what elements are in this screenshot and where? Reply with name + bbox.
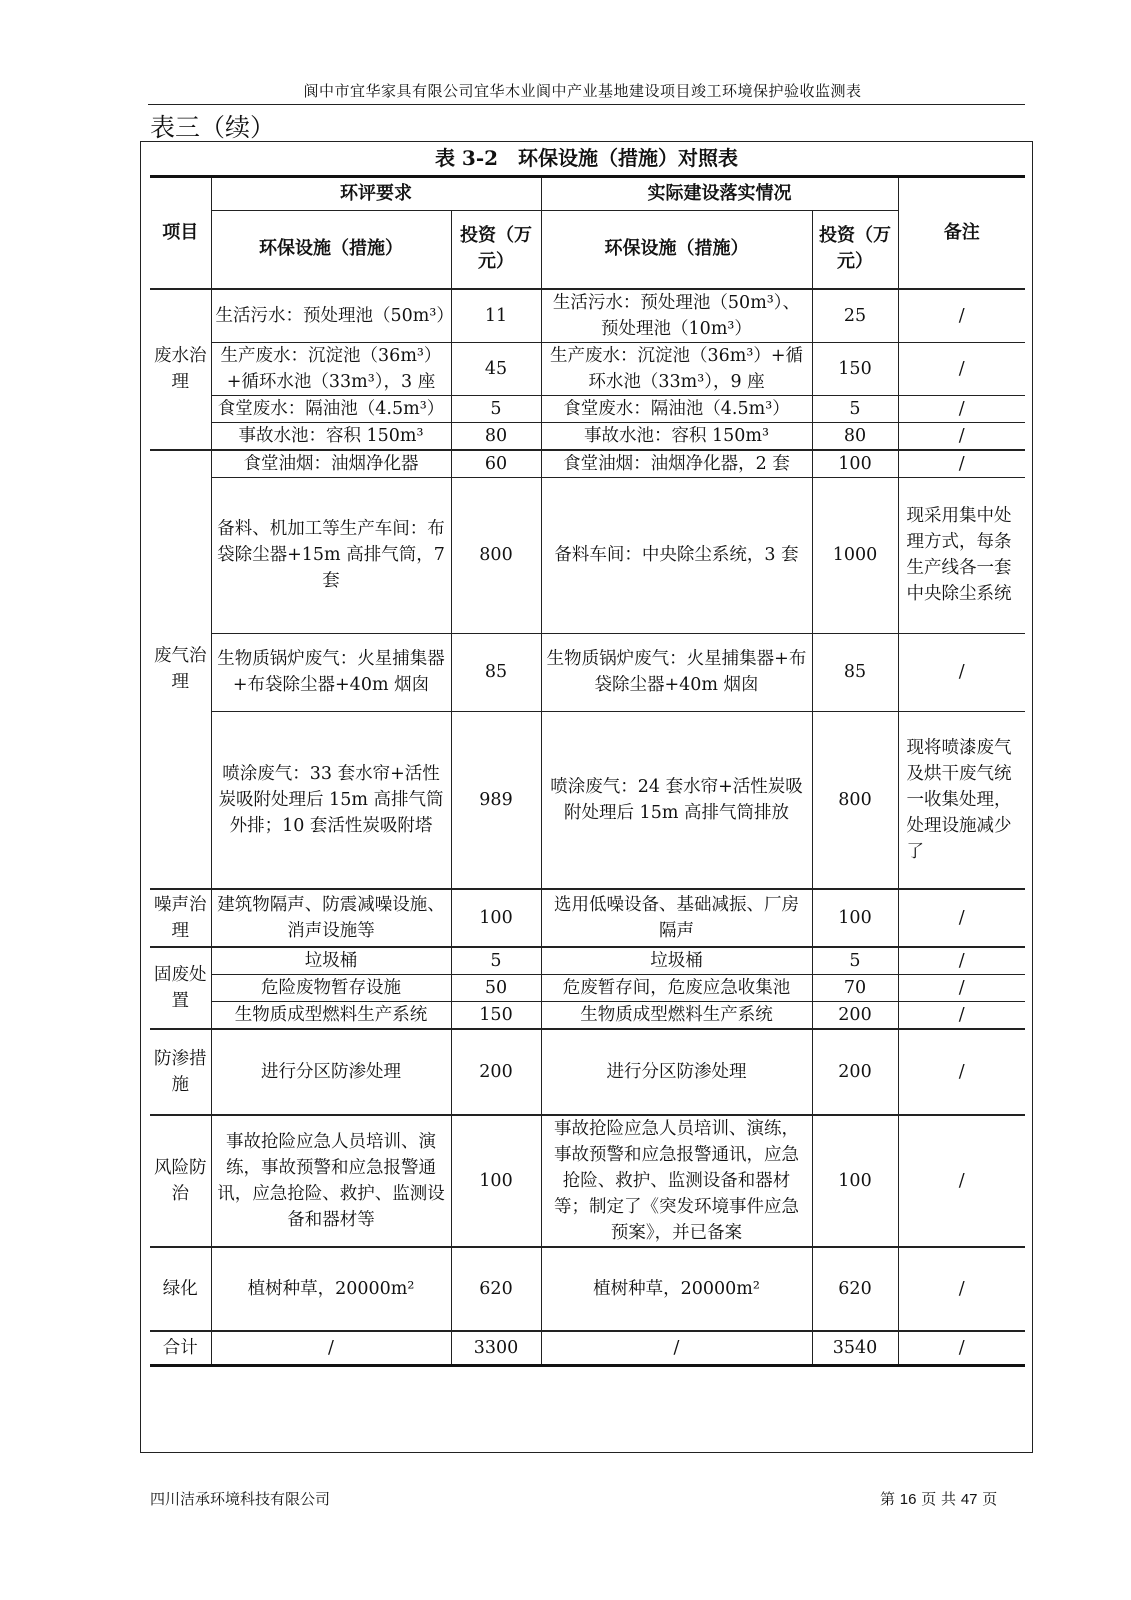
actual-facility-cell: 生物质成型燃料生产系统 [541,1002,812,1030]
table-row [150,711,1025,889]
eia-facility-cell: 事故抢险应急人员培训、演练，事故预警和应急报警通讯，应急抢险、救护、监测设备和器材等 [211,1115,451,1247]
section-waste-gas: 废气治理 [150,450,211,890]
table-row [150,342,1025,395]
eia-investment-cell: 85 [451,633,541,711]
section-continuation-label: 表三（续） [150,113,276,142]
header-eia-facility: 环保设施（措施） [211,211,451,289]
table-row [150,289,1025,343]
eia-investment-cell: 80 [451,422,541,450]
remark-cell: / [898,1331,1025,1365]
table-row [150,1247,1025,1331]
footer-company: 四川洁承环境科技有限公司 [150,1490,331,1508]
eia-investment-cell: 100 [451,889,541,947]
table-title: 表 3-2 环保设施（措施）对照表 [434,146,739,170]
total-row [150,1331,1025,1365]
header-actual-construction: 实际建设落实情况 [541,177,898,211]
actual-facility-cell: 危废暂存间，危废应急收集池 [541,975,812,1002]
actual-facility-cell: 选用低噪设备、基础减振、厂房隔声 [541,889,812,947]
remark-cell: / [898,633,1025,711]
section-total: 合计 [150,1331,211,1365]
actual-investment-cell: 200 [812,1002,898,1030]
actual-investment-cell: 100 [812,450,898,478]
actual-facility-cell: 植树种草，20000m² [541,1247,812,1331]
actual-facility-cell: 备料车间：中央除尘系统，3 套 [541,477,812,633]
actual-investment-cell: 70 [812,975,898,1002]
remark-cell: / [898,975,1025,1002]
remark-cell: / [898,289,1025,343]
footer-page-number [880,1488,1030,1509]
eia-investment-cell: 50 [451,975,541,1002]
table-row [150,947,1025,975]
section-wastewater: 废水治理 [150,289,211,450]
remark-cell: / [898,1029,1025,1115]
table-row [150,395,1025,422]
actual-investment-cell: 5 [812,395,898,422]
remark-cell: / [898,1002,1025,1030]
current-page: 16 [899,1491,917,1508]
remark-cell: / [898,450,1025,478]
page-suffix: 页 [982,1490,998,1508]
eia-facility-cell: 建筑物隔声、防震减噪设施、消声设施等 [211,889,451,947]
eia-facility-cell: 危险废物暂存设施 [211,975,451,1002]
eia-facility-cell: 生产废水：沉淀池（36m³）+循环水池（33m³），3 座 [211,342,451,395]
eia-facility-cell: 生物质锅炉废气：火星捕集器+布袋除尘器+40m 烟囱 [211,633,451,711]
remark-cell: / [898,1247,1025,1331]
eia-facility-cell: 事故水池：容积 150m³ [211,422,451,450]
table-row [150,422,1025,450]
eia-facility-cell: 垃圾桶 [211,947,451,975]
actual-facility-cell: 垃圾桶 [541,947,812,975]
actual-investment-cell: 80 [812,422,898,450]
running-header: 阆中市宜华家具有限公司宜华木业阆中产业基地建设项目竣工环境保护验收监测表 [303,82,862,100]
header-actual-investment: 投资（万元） [812,211,898,289]
section-risk: 风险防治 [150,1115,211,1247]
section-noise: 噪声治理 [150,889,211,947]
eia-facility-cell: / [211,1331,451,1365]
eia-facility-cell: 生物质成型燃料生产系统 [211,1002,451,1030]
eia-total-investment: 3300 [451,1331,541,1365]
table-row [150,450,1025,478]
remark-cell: / [898,395,1025,422]
actual-facility-cell: 生物质锅炉废气：火星捕集器+布袋除尘器+40m 烟囱 [541,633,812,711]
table-row [150,889,1025,947]
eia-facility-cell: 生活污水：预处理池（50m³） [211,289,451,343]
header-eia-investment: 投资（万元） [451,211,541,289]
actual-investment-cell: 25 [812,289,898,343]
remark-cell: / [898,947,1025,975]
eia-facility-cell: 植树种草，20000m² [211,1247,451,1331]
header-item: 项目 [150,177,211,289]
actual-facility-cell: / [541,1331,812,1365]
actual-investment-cell: 1000 [812,477,898,633]
table-row [150,1029,1025,1115]
actual-facility-cell: 事故水池：容积 150m³ [541,422,812,450]
actual-facility-cell: 进行分区防渗处理 [541,1029,812,1115]
remark-cell: 现采用集中处理方式，每条生产线各一套中央除尘系统 [898,477,1025,633]
remark-cell: / [898,1115,1025,1247]
eia-investment-cell: 150 [451,1002,541,1030]
table-row [150,1002,1025,1030]
table-row [150,1115,1025,1247]
table-row [150,477,1025,633]
header-actual-facility: 环保设施（措施） [541,211,812,289]
eia-facility-cell: 喷涂废气：33 套水帘+活性炭吸附处理后 15m 高排气筒外排；10 套活性炭吸附塔 [211,711,451,889]
actual-facility-cell: 食堂油烟：油烟净化器，2 套 [541,450,812,478]
table-row [150,975,1025,1002]
actual-investment-cell: 5 [812,947,898,975]
remark-cell: / [898,342,1025,395]
eia-facility-cell: 食堂废水：隔油池（4.5m³） [211,395,451,422]
actual-investment-cell: 85 [812,633,898,711]
header-remark: 备注 [898,177,1025,289]
actual-total-investment: 3540 [812,1331,898,1365]
section-greening: 绿化 [150,1247,211,1331]
actual-facility-cell: 生活污水：预处理池（50m³）、预处理池（10m³） [541,289,812,343]
table-row [150,633,1025,711]
actual-facility-cell: 食堂废水：隔油池（4.5m³） [541,395,812,422]
eia-investment-cell: 60 [451,450,541,478]
header-rule [148,104,1025,105]
remark-cell: 现将喷漆废气及烘干废气统一收集处理，处理设施减少了 [898,711,1025,889]
actual-investment-cell: 100 [812,1115,898,1247]
eia-investment-cell: 11 [451,289,541,343]
eia-investment-cell: 620 [451,1247,541,1331]
remark-cell: / [898,889,1025,947]
eia-investment-cell: 200 [451,1029,541,1115]
header-eia-requirement: 环评要求 [211,177,541,211]
section-seepage: 防渗措施 [150,1029,211,1115]
total-pages: 47 [960,1491,978,1508]
actual-facility-cell: 生产废水：沉淀池（36m³）+循环水池（33m³），9 座 [541,342,812,395]
eia-facility-cell: 备料、机加工等生产车间：布袋除尘器+15m 高排气筒，7 套 [211,477,451,633]
actual-facility-cell: 喷涂废气：24 套水帘+活性炭吸附处理后 15m 高排气筒排放 [541,711,812,889]
eia-facility-cell: 进行分区防渗处理 [211,1029,451,1115]
page-prefix: 第 [880,1490,896,1508]
eia-investment-cell: 989 [451,711,541,889]
page-mid: 页 共 [921,1490,957,1508]
eia-investment-cell: 800 [451,477,541,633]
actual-investment-cell: 620 [812,1247,898,1331]
actual-investment-cell: 150 [812,342,898,395]
facilities-comparison-table [150,175,1025,1367]
section-solid-waste: 固废处置 [150,947,211,1029]
eia-investment-cell: 100 [451,1115,541,1247]
actual-investment-cell: 800 [812,711,898,889]
actual-investment-cell: 200 [812,1029,898,1115]
remark-cell: / [898,422,1025,450]
eia-facility-cell: 食堂油烟：油烟净化器 [211,450,451,478]
eia-investment-cell: 5 [451,395,541,422]
eia-investment-cell: 5 [451,947,541,975]
actual-investment-cell: 100 [812,889,898,947]
eia-investment-cell: 45 [451,342,541,395]
actual-facility-cell: 事故抢险应急人员培训、演练，事故预警和应急报警通讯，应急抢险、救护、监测设备和器材等；制定了《突发环境事件应急预案》，并已备案 [541,1115,812,1247]
